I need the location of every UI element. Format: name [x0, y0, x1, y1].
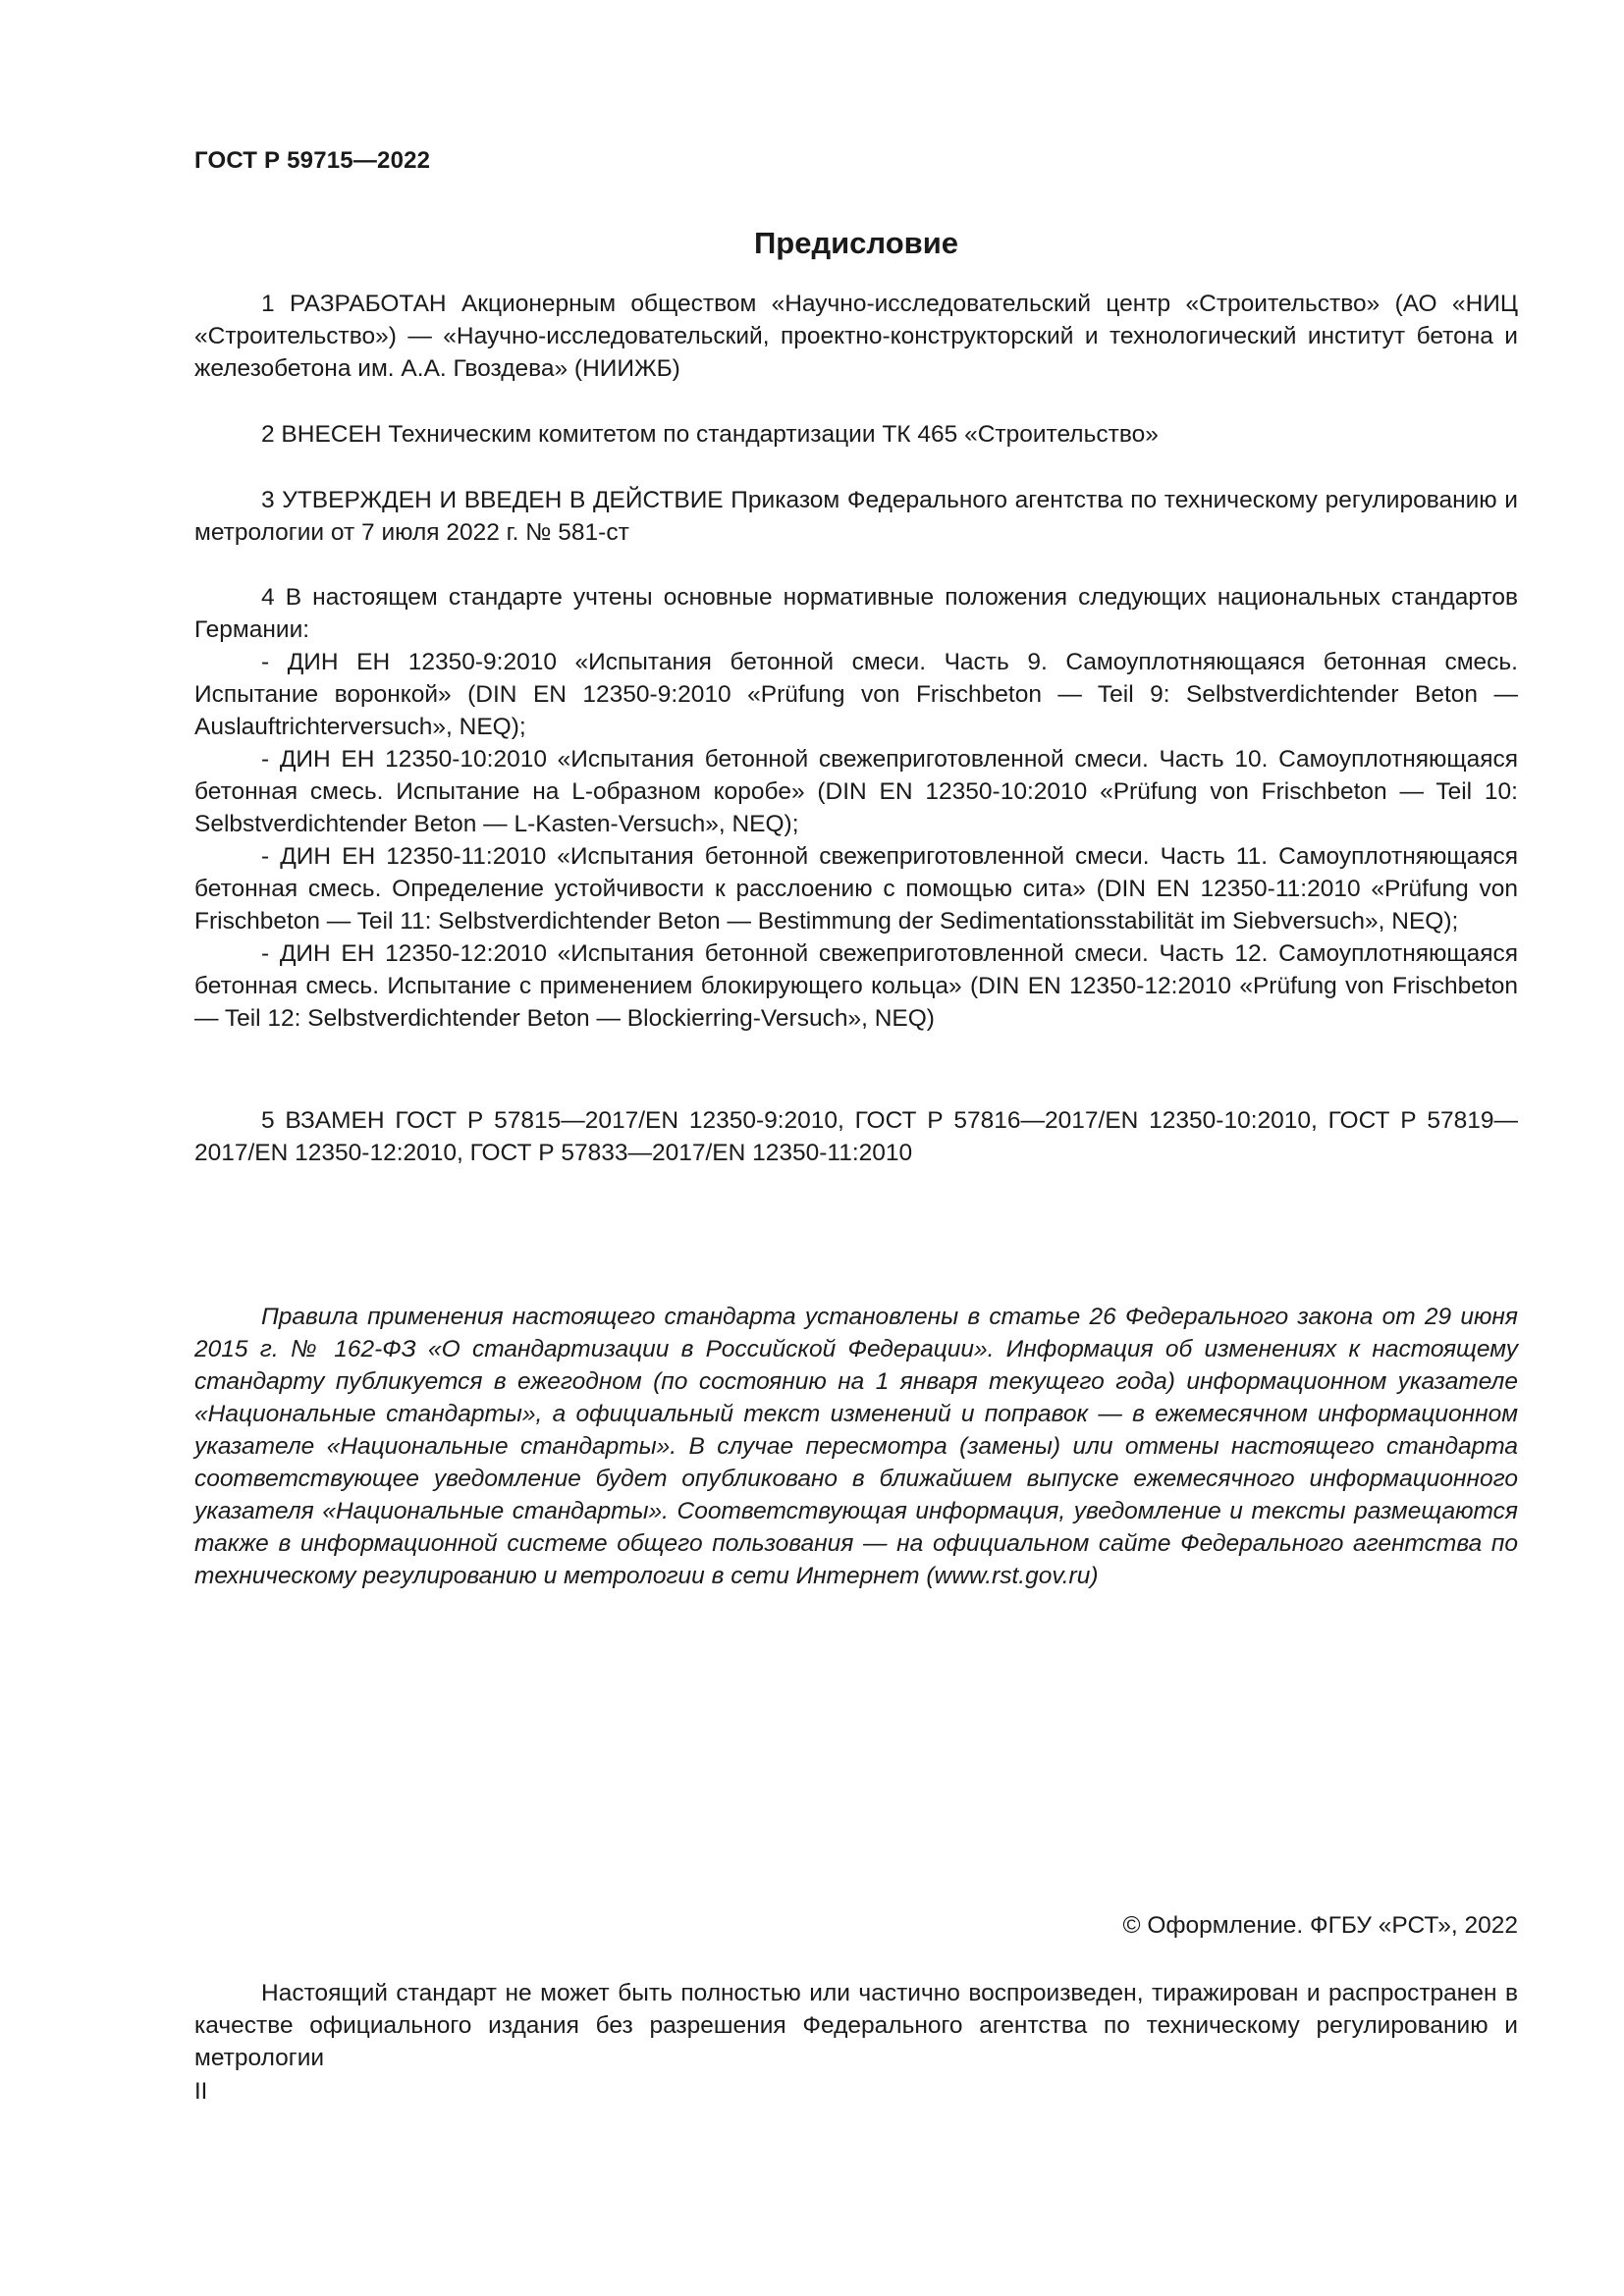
item-1-developed-by	[194, 288, 1518, 385]
copyright-line: © Оформление. ФГБУ «РСТ», 2022	[1122, 1912, 1518, 1939]
list-item: - ДИН ЕН 12350-10:2010 «Испытания бетонной свежеприготовленной смеси. Часть 10. Самоуплотняющаяся бетонная смесь. Испытание на L-образном коробе» (DIN EN 12350-10:2010 «Prüfung von Frischbeton — Teil 10: Selbstverdichtender Beton — L-Kasten-Versuch», NEQ);	[194, 746, 1518, 837]
item-2-text: 2 ВНЕСЕН Техническим комитетом по стандартизации ТК 465 «Строительство»	[261, 421, 1159, 448]
item-4-intro: 4 В настоящем стандарте учтены основные нормативные положения следующих национальных стандартов Германии:	[194, 584, 1518, 643]
item-3-approved	[194, 484, 1518, 549]
item-5-text: 5 ВЗАМЕН ГОСТ Р 57815—2017/EN 12350-9:2010, ГОСТ Р 57816—2017/EN 12350-10:2010, ГОСТ Р 57819—2017/EN 12350-12:2010, ГОСТ Р 57833—2017/EN 12350-11:2010	[194, 1107, 1518, 1166]
reproduction-notice: Настоящий стандарт не может быть полностью или частично воспроизведен, тиражирован и распространен в качестве официального издания без разрешения Федерального агентства по техническому регулированию и метрологии	[194, 1980, 1518, 2071]
page-title: Предисловие	[753, 226, 958, 260]
page-number: II	[194, 2078, 208, 2105]
list-item: - ДИН ЕН 12350-12:2010 «Испытания бетонной свежеприготовленной смеси. Часть 12. Самоуплотняющаяся бетонная смесь. Испытание с применением блокирующего кольца» (DIN EN 12350-12:2010 «Prüfung von Frischbeton — Teil 12: Selbstverdichtender Beton — Blockierring-Versuch», NEQ)	[194, 940, 1518, 1032]
item-1-text: 1 РАЗРАБОТАН Акционерным обществом «Научно-исследовательский центр «Строительство» (АО «НИЦ «Строительство») — «Научно-исследовательский, проектно-конструкторский и технологический институт бетона и железобетона им. А.А. Гвоздева» (НИИЖБ)	[194, 291, 1518, 382]
application-rules-notice: Правила применения настоящего стандарта установлены в статье 26 Федерального закона от 29 июня 2015 г. № 162-ФЗ «О стандартизации в Российской Федерации». Информация об изменениях к настоящему стандарту публикуется в ежегодном (по состоянию на 1 января текущего года) информационном указателе «Национальные стандарты», а официальный текст изменений и поправок — в ежемесячном информационном указателе «Национальные стандарты». В случае пересмотра (замены) или отмены настоящего стандарта соответствующее уведомление будет опубликовано в ближайшем выпуске ежемесячного информационного указателя «Национальные стандарты». Соответствующая информация, уведомление и тексты размещаются также в информационной системе общего пользования — на официальном сайте Федерального агентства по техническому регулированию и метрологии в сети Интернет (www.rst.gov.ru)	[194, 1304, 1518, 1589]
document-header-id: ГОСТ Р 59715—2022	[194, 147, 431, 174]
item-4-standards-list	[194, 581, 1518, 1035]
list-item: - ДИН ЕН 12350-9:2010 «Испытания бетонной смеси. Часть 9. Самоуплотняющаяся бетонная смесь. Испытание воронкой» (DIN EN 12350-9:2010 «Prüfung von Frischbeton — Teil 9: Selbstverdichtender Beton — Auslauftrichterversuch», NEQ);	[194, 649, 1518, 740]
item-5-replaces	[194, 1104, 1518, 1169]
list-item: - ДИН ЕН 12350-11:2010 «Испытания бетонной свежеприготовленной смеси. Часть 11. Самоуплотняющаяся бетонная смесь. Определение устойчивости к расслоению с помощью сита» (DIN EN 12350-11:2010 «Prüfung von Frischbeton — Teil 11: Selbstverdichtender Beton — Bestimmung der Sedimentationsstabilität im Siebversuch», NEQ);	[194, 843, 1518, 934]
item-2-introduced-by	[194, 418, 1518, 451]
item-3-text: 3 УТВЕРЖДЕН И ВВЕДЕН В ДЕЙСТВИЕ Приказом Федерального агентства по техническому регулированию и метрологии от 7 июля 2022 г. № 581-ст	[194, 487, 1518, 546]
